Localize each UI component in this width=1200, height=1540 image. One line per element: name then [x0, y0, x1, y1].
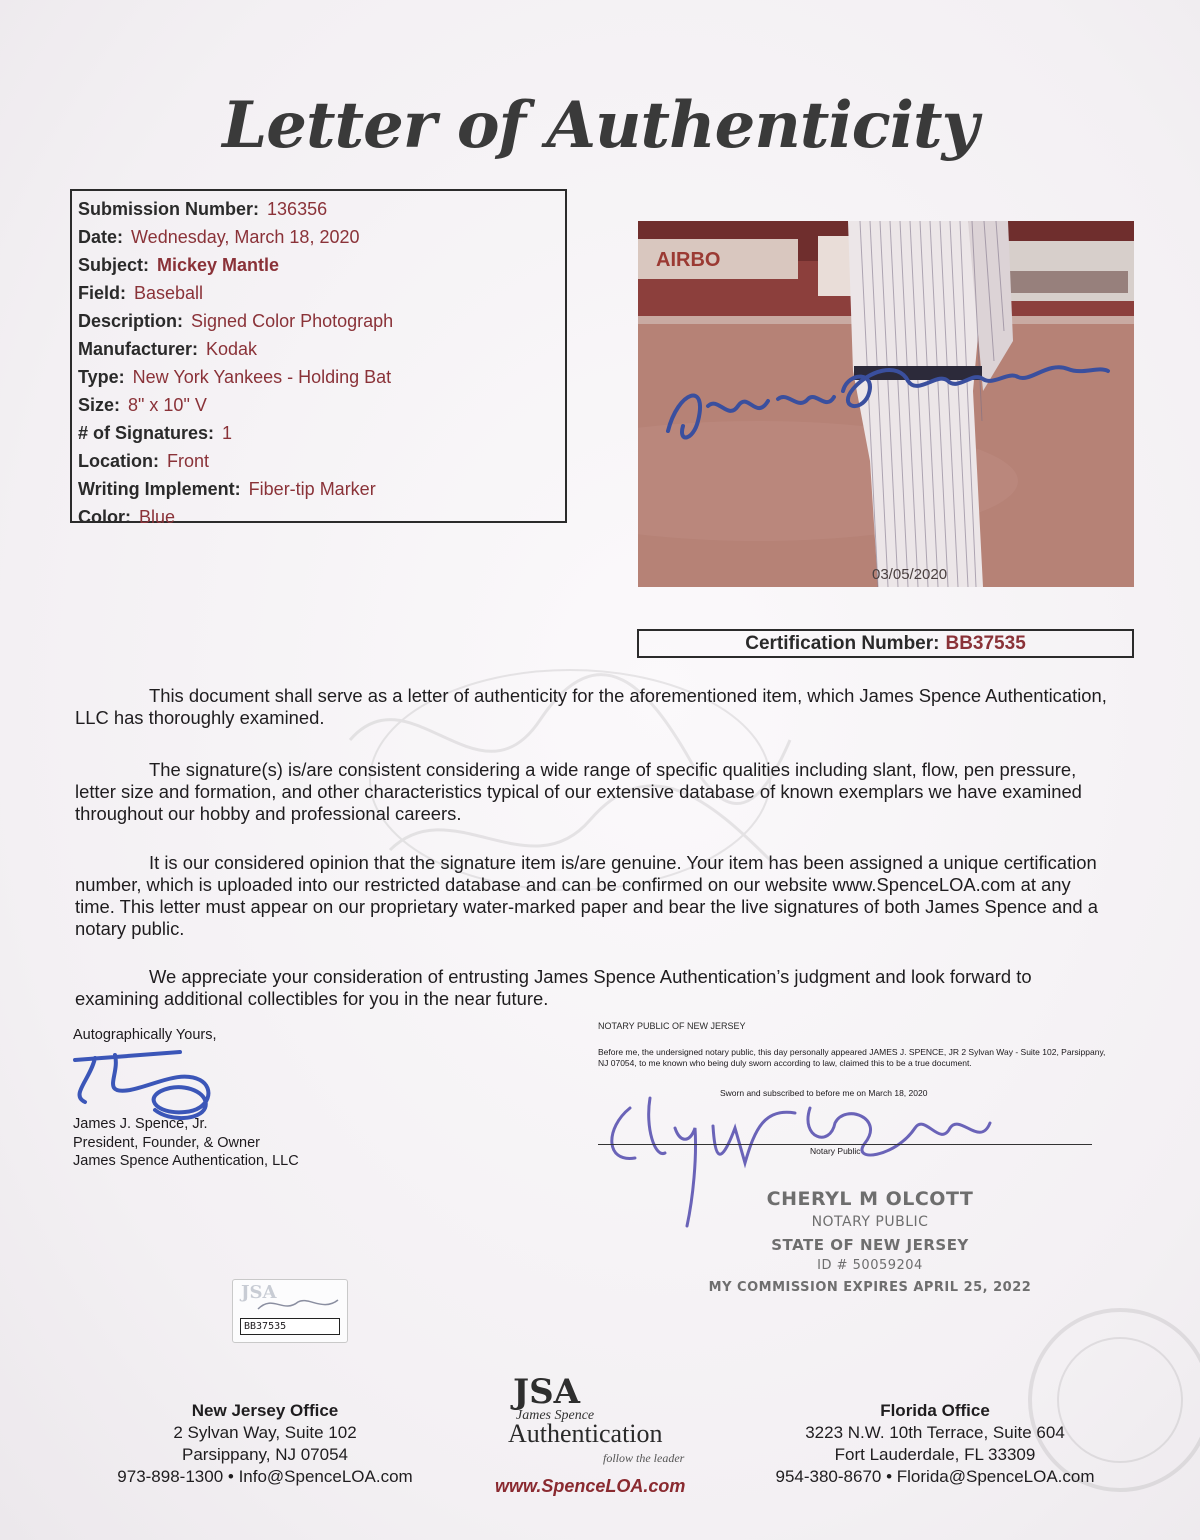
notary-signature-line [598, 1144, 1092, 1145]
detail-row-location [78, 447, 565, 475]
notary-statement: Before me, the undersigned notary public, this day personally appeared JAMES J. SPENCE, JR 2 Sylvan Way - Suite 102, Parsippany, NJ 07054, to me known who being duly sworn according to law, claimed this to be a true document. [598, 1047, 1106, 1068]
notary-stamp-expiration: MY COMMISSION EXPIRES APRIL 25, 2022 [708, 1280, 1032, 1295]
detail-label: Manufacturer: [78, 339, 199, 359]
detail-value: Baseball [134, 283, 204, 303]
photo-date-stamp: 03/05/2020 [872, 566, 948, 583]
office-phone: 954-380-8670 [775, 1467, 882, 1486]
notary-sworn-line: Sworn and subscribed to before me on March 18, 2020 [720, 1088, 928, 1098]
signer-name: James J. Spence, Jr. [73, 1116, 208, 1132]
detail-row-color [78, 503, 565, 531]
paragraph-signature-analysis: The signature(s) is/are consistent considering a wide range of specific qualities including slant, flow, pen pressure, letter size and formation, and other characteristics typical of our extensive database of known exemplars we have examined throughout our hobby and professional careers. [75, 759, 1082, 824]
sticker-code: BB37535 [240, 1318, 340, 1335]
website-url[interactable]: www.SpenceLOA.com [495, 1476, 686, 1496]
certification-number-box [637, 629, 1134, 658]
notary-stamp-title: NOTARY PUBLIC [811, 1214, 929, 1230]
office-title: New Jersey Office [191, 1401, 339, 1420]
photo-scene [638, 221, 1134, 587]
office-florida [760, 1400, 1110, 1488]
detail-label: Submission Number: [78, 199, 260, 219]
detail-row-field [78, 279, 565, 307]
office-address-line1: 3223 N.W. 10th Terrace, Suite 604 [805, 1423, 1065, 1442]
office-address-line2: Parsippany, NJ 07054 [181, 1445, 348, 1464]
logo-tagline: follow the leader [603, 1451, 685, 1465]
office-new-jersey [90, 1400, 440, 1488]
sticker-signature [253, 1294, 343, 1316]
notary-header: NOTARY PUBLIC OF NEW JERSEY [598, 1021, 746, 1031]
detail-value: Mickey Mantle [157, 255, 280, 275]
item-details-box [70, 189, 567, 527]
detail-value: Fiber-tip Marker [248, 479, 376, 499]
office-phone: 973-898-1300 [117, 1467, 224, 1486]
detail-row-signature-count [78, 419, 565, 447]
detail-row-writing-implement [78, 475, 565, 503]
detail-row-type [78, 363, 565, 391]
svg-text:AIRBO: AIRBO [656, 249, 721, 271]
detail-row-submission-number [78, 195, 565, 223]
spence-signature [60, 1040, 230, 1125]
office-title: Florida Office [880, 1401, 990, 1420]
detail-value: Blue [139, 507, 176, 527]
detail-row-subject [78, 251, 565, 279]
detail-value: New York Yankees - Holding Bat [132, 367, 392, 387]
paragraph-appreciation: We appreciate your consideration of entrusting James Spence Authentication’s judgment and look forward to examining additional collectibles for you in the near future. [75, 966, 1032, 1009]
detail-label: Type: [78, 367, 125, 387]
logo-jsa-mark: JSA [513, 1372, 581, 1412]
notary-stamp-id: ID # 50059204 [817, 1258, 923, 1273]
office-address-line2: Fort Lauderdale, FL 33309 [834, 1445, 1036, 1464]
signer-role: President, Founder, & Owner [73, 1135, 260, 1151]
detail-row-date [78, 223, 565, 251]
detail-value: Front [167, 451, 210, 471]
detail-row-description [78, 307, 565, 335]
office-email[interactable]: Info@SpenceLOA.com [238, 1467, 413, 1486]
letter-title: Letter of Authenticity [222, 88, 978, 163]
detail-label: Description: [78, 311, 184, 331]
notary-stamp-state: STATE OF NEW JERSEY [771, 1236, 969, 1254]
certification-value: BB37535 [945, 633, 1026, 654]
detail-value: 1 [222, 423, 233, 443]
office-contact: 954-380-8670 • Florida@SpenceLOA.com [775, 1467, 1095, 1486]
detail-label: Writing Implement: [78, 479, 241, 499]
office-address-line1: 2 Sylvan Way, Suite 102 [173, 1423, 357, 1442]
detail-row-size [78, 391, 565, 419]
detail-value: 136356 [267, 199, 328, 219]
detail-value: 8" x 10" V [128, 395, 207, 415]
detail-label: Date: [78, 227, 124, 247]
sticker-brand: JSA [241, 1282, 277, 1303]
detail-label: Color: [78, 507, 131, 527]
office-email[interactable]: Florida@SpenceLOA.com [896, 1467, 1095, 1486]
notary-line-caption: Notary Public [810, 1146, 861, 1156]
signer-company: James Spence Authentication, LLC [73, 1153, 299, 1169]
detail-value: Wednesday, March 18, 2020 [131, 227, 360, 247]
office-contact: 973-898-1300 • Info@SpenceLOA.com [117, 1467, 413, 1486]
detail-label: Field: [78, 283, 126, 303]
detail-label: Location: [78, 451, 159, 471]
detail-label: # of Signatures: [78, 423, 215, 443]
paragraph-intro: This document shall serve as a letter of authenticity for the aforementioned item, which James Spence Authentication, LLC has thoroughly examined. [75, 685, 1107, 728]
detail-label: Size: [78, 395, 121, 415]
paragraph-opinion: It is our considered opinion that the signature item is/are genuine. Your item has been assigned a unique certification number, which is uploaded into our restricted database and can be confirmed on our website www.SpenceLOA.com at any time. This letter must appear on our proprietary water-marked paper and bear the live signatures of both James Spence and a notary public. [75, 852, 1098, 939]
logo-name: James Spence [516, 1408, 595, 1423]
closing-line: Autographically Yours, [73, 1027, 217, 1043]
detail-row-manufacturer [78, 335, 565, 363]
detail-value: Kodak [206, 339, 258, 359]
detail-value: Signed Color Photograph [191, 311, 394, 331]
detail-label: Subject: [78, 255, 150, 275]
item-photograph [638, 221, 1134, 587]
logo-authentication: Authentication [508, 1419, 663, 1448]
notary-stamp-name: CHERYL M OLCOTT [766, 1188, 974, 1210]
certification-label: Certification Number: [745, 633, 940, 654]
